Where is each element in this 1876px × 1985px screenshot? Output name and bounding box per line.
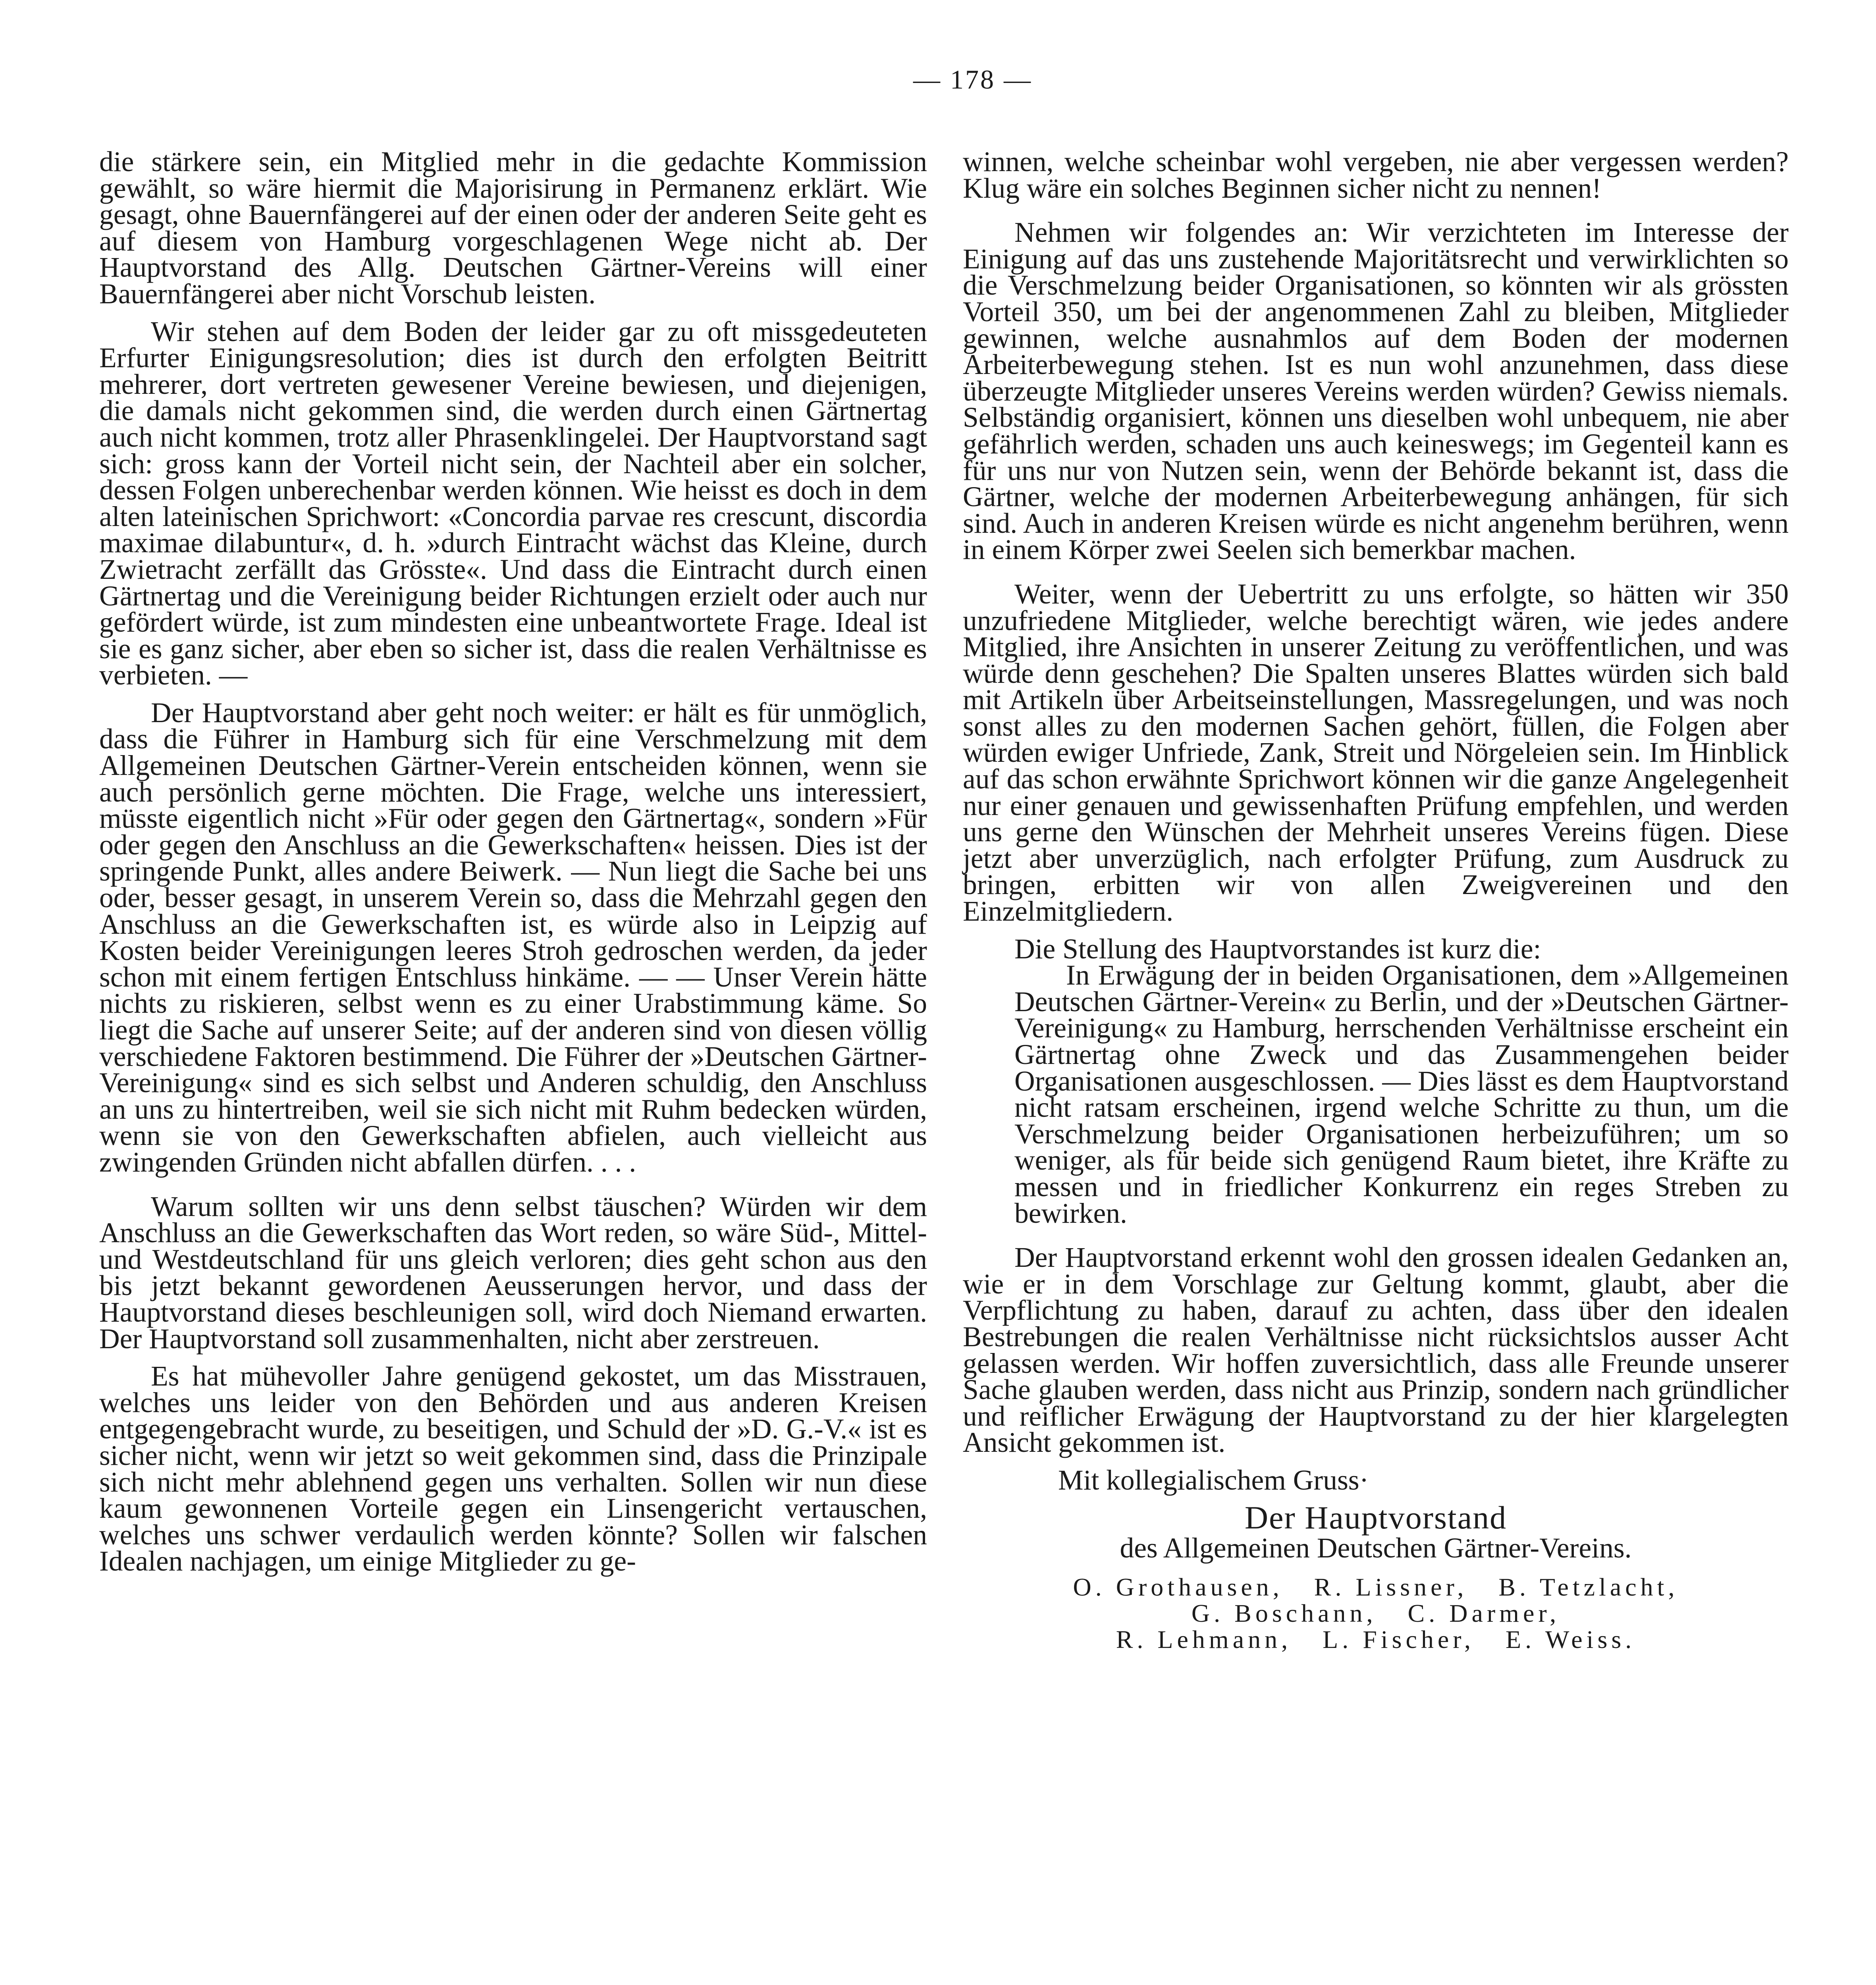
paragraph: Warum sollten wir uns denn selbst täuschen? Würden wir dem Anschluss an die Gewerkschaften das Wort reden, so wäre Süd-, Mittel- und Westdeutschland für uns gleich verloren; dies geht schon aus den bis jetzt bekannt gewordenen Aeusserungen hervor, und dass der Hauptvorstand dieses beschleunigen soll, wird doch Niemand erwarten. Der Hauptvorstand soll zusammenhalten, nicht aber zerstreuen. [99,1191,927,1355]
right-column [963,146,1789,1654]
page-number: — 178 — [913,64,1032,94]
signatory-name: B. Tetzlacht, [1498,1573,1679,1601]
paragraph: Der Hauptvorstand aber geht noch weiter: er hält es für unmöglich, dass die Führer in Hamburg sich für eine Verschmelzung mit dem Allgemeinen Deutschen Gärtner-Verein entscheiden können, wenn sie auch persönlich gerne möchten. Die Frage, welche uns interessiert, müsste eigentlich nicht »Für oder gegen den Gärtnertag«, sondern »Für oder gegen den Anschluss an die Gewerkschaften« heissen. Dies ist der springende Punkt, alles andere Beiwerk. — Nun liegt die Sache bei uns oder, besser gesagt, in unserem Verein so, dass die Mehrzahl gegen den Anschluss an die Gewerkschaften ist, es würde also in Leipzig auf Kosten beider Vereinigungen leeres Stroh gedroschen werden, da jeder schon mit einem fertigen Entschluss hinkäme. — — Unser Verein hätte nichts zu riskieren, selbst wenn es zu einer Urabstimmung käme. So liegt die Sache auf unserer Seite; auf der anderen sind von diesen völlig verschiedene Faktoren bestimmend. Die Führer der »Deutschen Gärtner-Vereinigung« sind es sich selbst und Anderen schuldig, den Anschluss an uns zu hintertreiben, weil sie sich nicht mit Ruhm bedecken würden, wenn sie von den Gewerkschaften abfielen, auch vielleicht aus zwingenden Gründen nicht abfallen dürfen. . . . [99,697,927,1178]
signature-title: Der Hauptvorstand [1244,1499,1507,1536]
paragraph: Die Stellung des Hauptvorstandes ist kurz die: [1014,933,1541,965]
paragraph: Weiter, wenn der Uebertritt zu uns erfolgte, so hätten wir 350 unzufriedene Mitglieder, welche berechtigt wären, wie jedes andere Mitglied, ihre Ansichten in unserer Zeitung zu veröffentlichen, und was würde denn geschehen? Die Spalten unseres Blattes würden sich bald mit Artikeln über Arbeitseinstellungen, Massregelungen, und was noch sonst alles zu den modernen Sachen gehört, füllen, die Folgen aber würden ewiger Unfriede, Zank, Streit und Nörgeleien sein. Im Hinblick auf das schon erwähnte Sprichwort können wir die ganze Angelegenheit nur einer genauen und gewissenhaften Prüfung empfehlen, und werden uns gerne den Wünschen der Mehrheit unseres Vereins fügen. Diese jetzt aber unverzüglich, nach erfolgter Prüfung, zum Ausdruck zu bringen, erbitten wir von allen Zweigvereinen und den Einzelmitgliedern. [963,578,1789,927]
paragraph: Wir stehen auf dem Boden der leider gar zu oft missgedeuteten Erfurter Einigungsresolution; dies ist durch den erfolgten Beitritt mehrerer, dort vertreten gewesener Vereine bewiesen, und diejenigen, die damals nicht gekommen sind, die werden durch einen Gärtnertag auch nicht kommen, trotz aller Phrasenklingelei. Der Hauptvorstand sagt sich: gross kann der Vorteil nicht sein, der Nachteil aber ein solcher, dessen Folgen unberechenbar werden können. Wie heisst es doch in dem alten lateinischen Sprichwort: «Concordia parvae res crescunt, discordia maximae dilabuntur«, d. h. »durch Eintracht wächst das Kleine, durch Zwietracht zerfällt das Grösste«. Und dass die Eintracht durch einen Gärtnertag und die Vereinigung beider Richtungen erzielt oder auch nur gefördert würde, ist zum mindesten eine unbeantwortete Frage. Ideal ist sie es ganz sicher, aber eben so sicher ist, dass die realen Verhältnisse es verbieten. — [99,316,927,691]
left-column [99,146,927,1577]
signature-subtitle: des Allgemeinen Deutschen Gärtner-Vereins. [1120,1532,1632,1564]
signatory-names [963,1574,1789,1653]
signatory-name: C. Darmer, [1407,1599,1560,1628]
signatory-name: L. Fischer, [1323,1625,1475,1654]
paragraph: Der Hauptvorstand erkennt wohl den grossen idealen Gedanken an, wie er in dem Vorschlage zur Geltung kommt, glaubt, aber die Verpflichtung zu haben, darauf zu achten, dass über den idealen Bestrebungen die realen Verhältnisse nicht rücksichtslos ausser Acht gelassen werden. Wir hoffen zuversichtlich, dass alle Freunde unserer Sache glauben werden, dass nicht aus Prinzip, sondern nach gründlicher und reiflicher Erwägung der Hauptvorstand zu der hier klargelegten Ansicht gekommen ist. [963,1242,1789,1459]
signatory-name: E. Weiss. [1506,1625,1636,1654]
paragraph: Es hat mühevoller Jahre genügend gekostet, um das Misstrauen, welches uns leider von den Behörden und aus anderen Kreisen entgegengebracht wurde, zu beseitigen, und Schuld der »D. G.-V.« ist es sicher nicht, wenn wir jetzt so weit gekommen sind, dass die Prinzipale sich nicht mehr ablehnend gegen uns verhalten. Sollen wir nun diese kaum gewonnenen Vorteile gegen ein Linsengericht vertauschen, welches uns schwer verdaulich werden könnte? Sollen wir falschen Idealen nachjagen, um einige Mitglieder zu ge- [99,1361,927,1577]
paragraph: die stärkere sein, ein Mitglied mehr in die gedachte Kommission gewählt, so wäre hiermit die Majorisirung in Permanenz erklärt. Wie gesagt, ohne Bauernfängerei auf der einen oder der anderen Seite geht es auf diesem von Hamburg vorgeschlagenen Wege nicht ab. Der Hauptvorstand des Allg. Deutschen Gärtner-Vereins will einer Bauernfängerei aber nicht Vorschub leisten. [99,146,927,310]
closing-greeting: Mit kollegialischem Gruss· [1058,1464,1369,1496]
signatory-name: G. Boschann, [1191,1599,1377,1628]
signatory-name: O. Grothausen, [1073,1573,1283,1601]
paragraph: winnen, welche scheinbar wohl vergeben, nie aber vergessen werden? Klug wäre ein solches Beginnen sicher nicht zu nennen! [963,146,1789,204]
paragraph: Nehmen wir folgendes an: Wir verzichteten im Interesse der Einigung auf das uns zustehende Majoritätsrecht und verwirklichten so die Verschmelzung beider Organisationen, so könnten wir als grössten Vorteil 350, um bei der angenommenen Zahl zu bleiben, Mitglieder gewinnen, welche ausnahmlos auf dem Boden der modernen Arbeiterbewegung stehen. Ist es nun wohl anzunehmen, dass diese überzeugte Mitglieder unseres Vereins werden würden? Gewiss niemals. Selbständig organisiert, können uns dieselben wohl unbequem, nie aber gefährlich werden, schaden uns auch keineswegs; im Gegenteil kann es für uns nur von Nutzen sein, wenn der Behörde bekannt ist, dass die Gärtner, welche der modernen Arbeiterbewegung anhängen, für sich sind. Auch in anderen Kreisen würde es nicht angenehm berühren, wenn in einem Körper zwei Seelen sich bemerkbar machen. [963,217,1789,566]
signatory-name: R. Lehmann, [1116,1625,1292,1654]
resolution-paragraph: In Erwägung der in beiden Organisationen, dem »Allgemeinen Deutschen Gärtner-Verein« zu Berlin, und der »Deutschen Gärtner-Vereinigung« zu Hamburg, herrschenden Verhältnisse erscheint ein Gärtnertag ohne Zweck und das Zusammengehen beider Organisationen ausgeschlossen. — Dies lässt es dem Hauptvorstand nicht ratsam erscheinen, irgend welche Schritte zu thun, um die Verschmelzung beider Organisationen herbeizuführen; um so weniger, als für beide sich genügend Raum bietet, ihre Kräfte zu messen und in friedlicher Konkurrenz ein reges Streben zu bewirken. [1014,960,1789,1229]
signatory-name: R. Lissner, [1314,1573,1468,1601]
